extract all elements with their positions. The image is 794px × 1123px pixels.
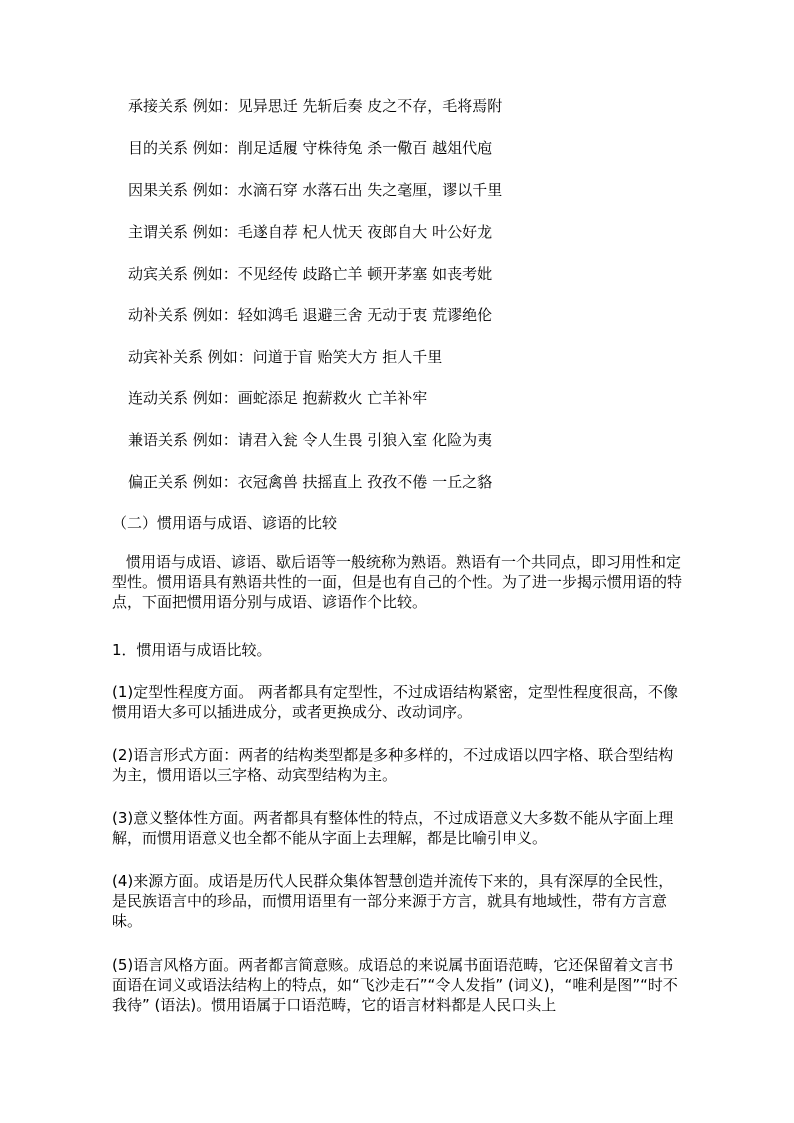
section-heading: （二）惯用语与成语、谚语的比较	[112, 514, 338, 532]
relation-line-zhuwei: 主谓关系 例如：毛遂自荐 杞人忧天 夜郎自大 叶公好龙	[128, 223, 493, 241]
point-paragraph-3: (3)意义整体性方面。两者都具有整体性的特点，不过成语意义大多数不能从字面上理解，而惯用语意义也全都不能从字面上去理解，都是比喻引申义。	[112, 809, 674, 847]
relation-line-dongbin: 动宾关系 例如：不见经传 歧路亡羊 顿开茅塞 如丧考妣	[128, 265, 493, 283]
subheading-comparison: 1．惯用语与成语比较。	[112, 641, 272, 659]
intro-paragraph: 惯用语与成语、谚语、歇后语等一般统称为熟语。熟语有一个共同点，即习用性和定型性。惯用语具有熟语共性的一面，但是也有自己的个性。为了进一步揭示惯用语的特点，下面把惯用语分别与成语、谚语作个比较。	[112, 553, 683, 611]
relation-line-dongbinbu: 动宾补关系 例如：问道于盲 贻笑大方 拒人千里	[128, 348, 443, 366]
relation-line-jianyu: 兼语关系 例如：请君入瓮 令人生畏 引狼入室 化险为夷	[128, 431, 493, 449]
relation-line-liandong: 连动关系 例如：画蛇添足 抱薪救火 亡羊补牢	[128, 389, 428, 407]
relation-line-dongbu: 动补关系 例如：轻如鸿毛 退避三舍 无动于衷 荒谬绝伦	[128, 306, 493, 324]
point-paragraph-2: (2)语言形式方面：两者的结构类型都是多种多样的，不过成语以四字格、联合型结构为主，惯用语以三字格、动宾型结构为主。	[112, 746, 674, 784]
relation-line-pianzheng: 偏正关系 例如：衣冠禽兽 扶摇直上 孜孜不倦 一丘之貉	[128, 473, 493, 491]
relation-line-yinguo: 因果关系 例如：水滴石穿 水落石出 失之毫厘，谬以千里	[128, 181, 503, 199]
point-paragraph-1: (1)定型性程度方面。 两者都具有定型性，不过成语结构紧密，定型性程度很高，不像惯用语大多可以插进成分，或者更换成分、改动词序。	[112, 683, 679, 721]
point-paragraph-4: (4)来源方面。成语是历代人民群众集体智慧创造并流传下来的，具有深厚的全民性，是民族语言中的珍品，而惯用语里有一部分来源于方言，就具有地域性，带有方言意味。	[112, 872, 674, 930]
relation-line-mudi: 目的关系 例如：削足适履 守株待兔 杀一儆百 越俎代庖	[128, 139, 493, 157]
relation-line-chengjie: 承接关系 例如：见异思迁 先斩后奏 皮之不存，毛将焉附	[128, 97, 503, 115]
point-paragraph-5: (5)语言风格方面。两者都言简意赅。成语总的来说属书面语范畴，它还保留着文言书面语在词义或语法结构上的特点，如“飞沙走石”“令人发指” (词义)，“唯利是图”“时不我待” (语法)。惯用语属于口语范畴，它的语言材料都是人民口头上	[112, 956, 678, 1014]
